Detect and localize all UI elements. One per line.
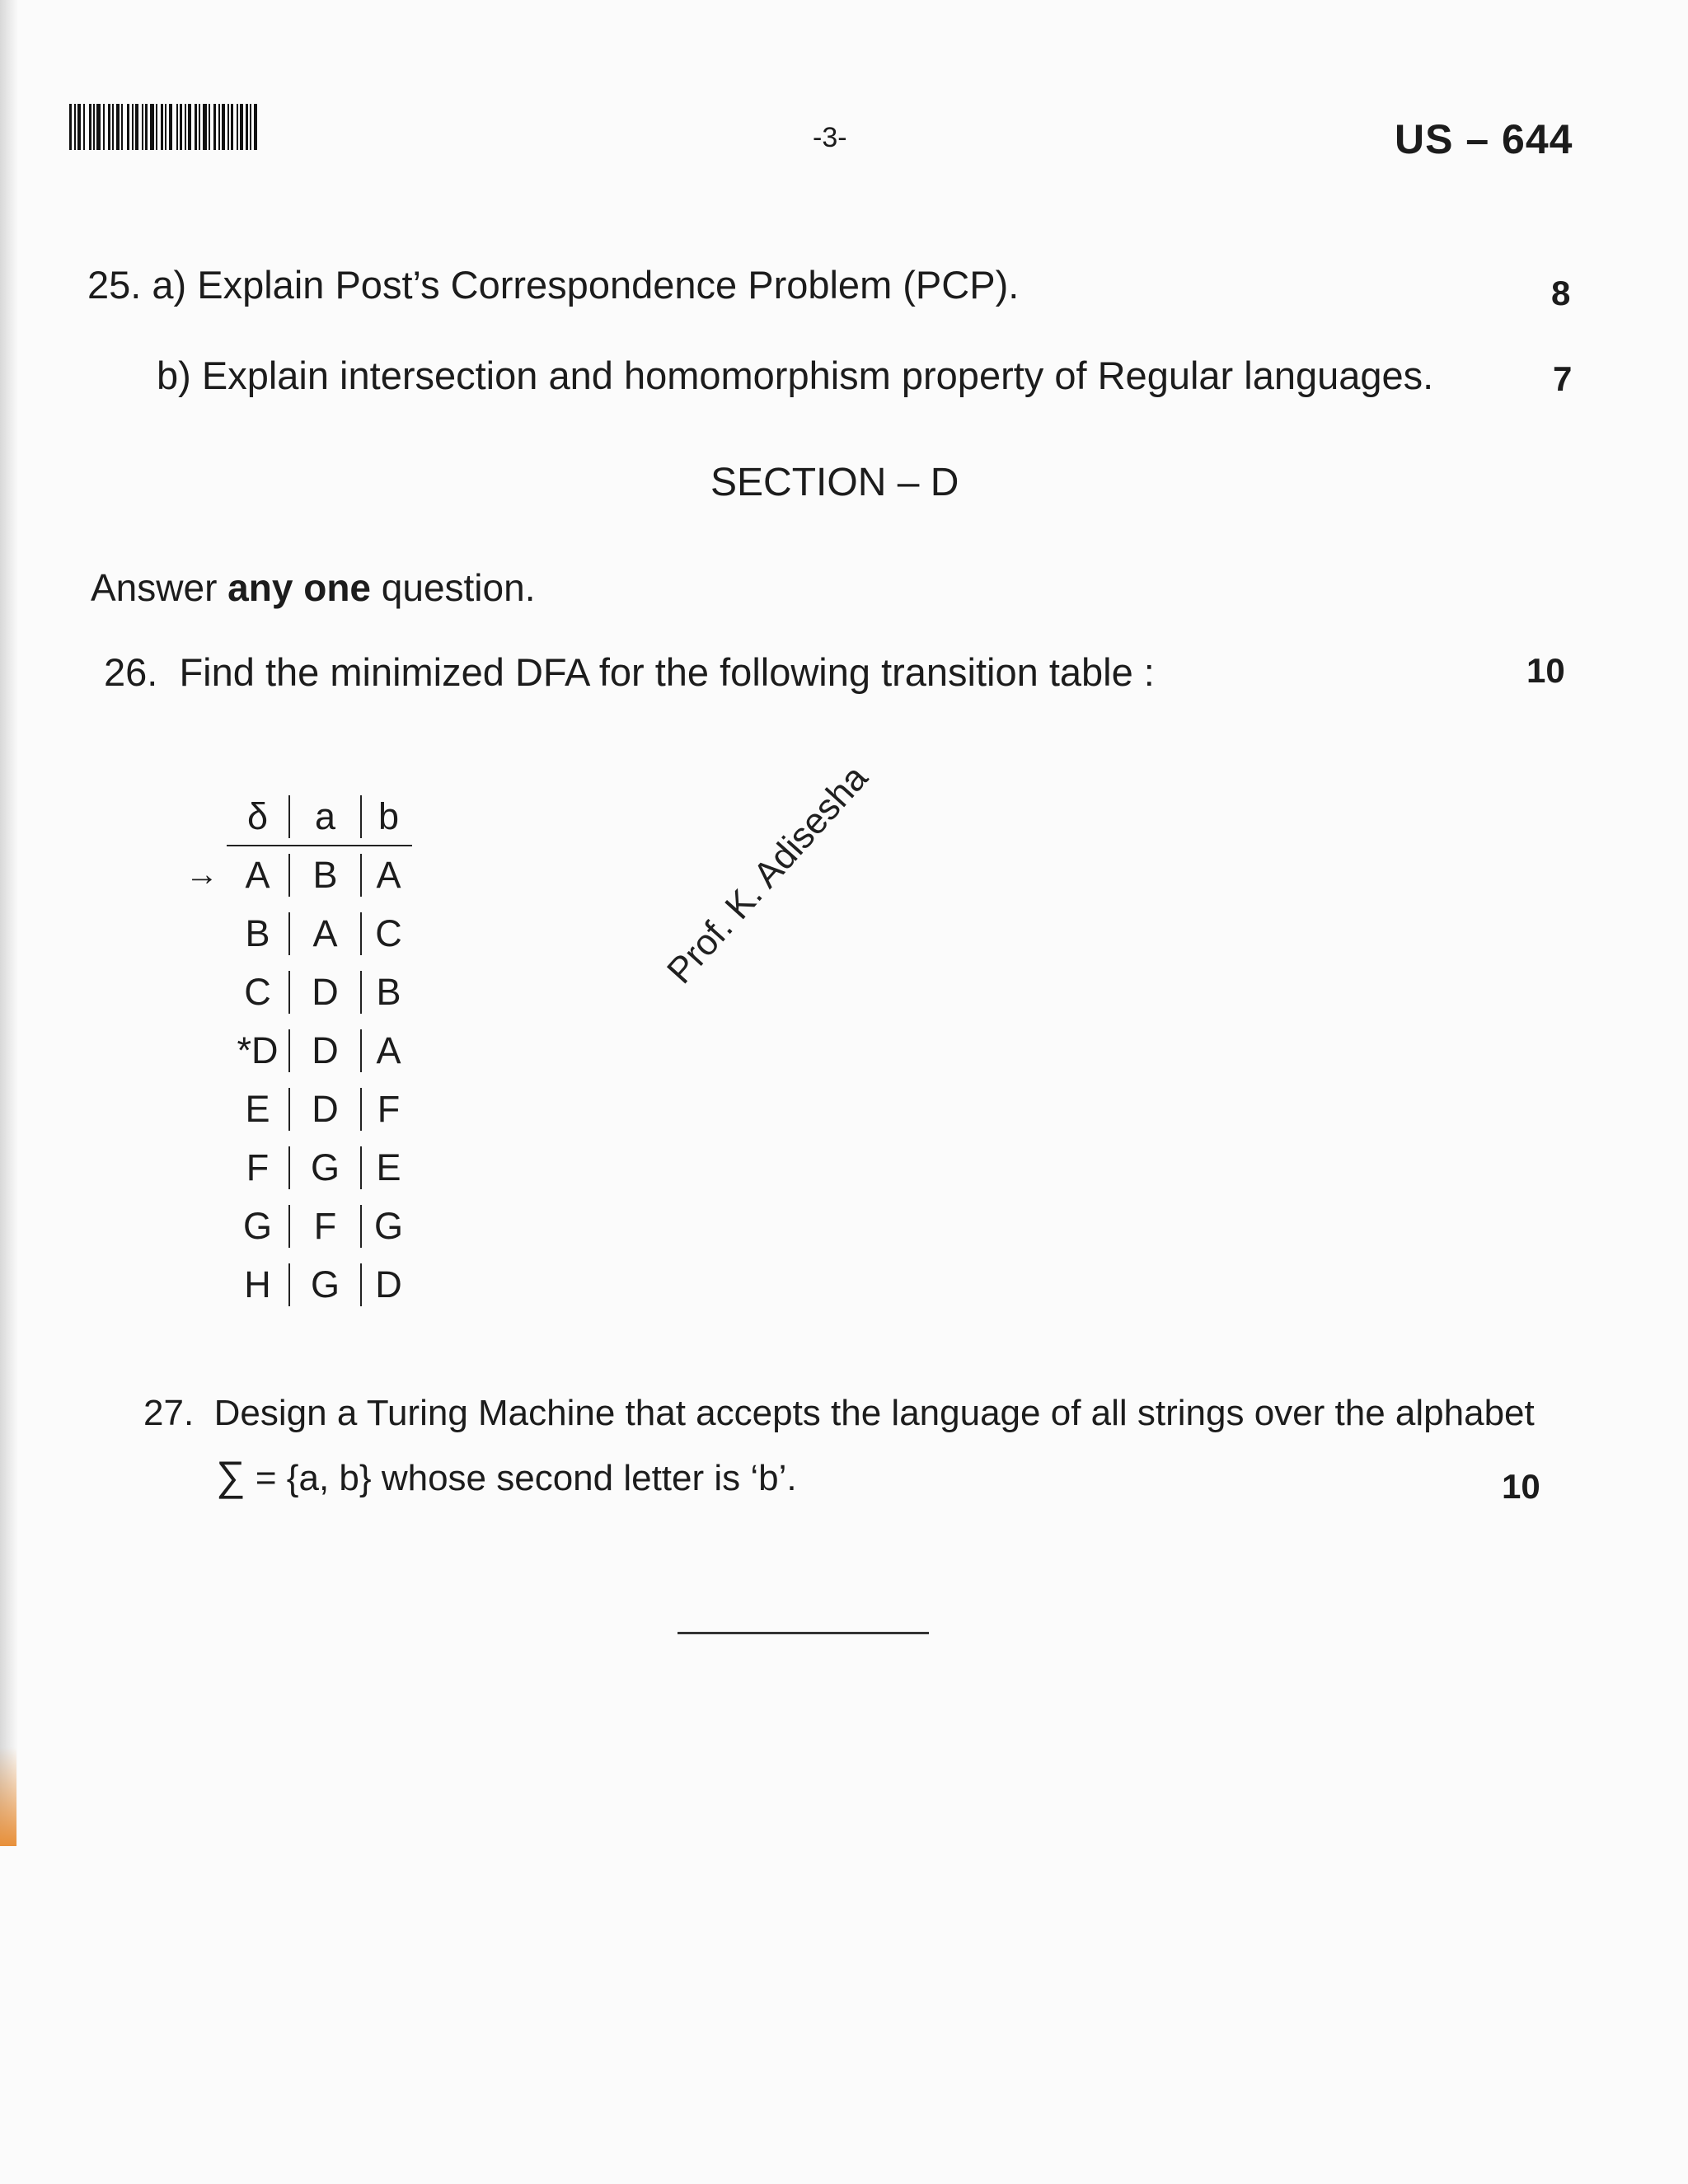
barcode: [69, 104, 308, 150]
header-delta: δ: [227, 795, 290, 838]
table-row: F G E: [177, 1138, 415, 1197]
marks-25b: 7: [1553, 359, 1573, 398]
marks-25a: 8: [1551, 274, 1571, 312]
table-header-row: [177, 787, 415, 846]
question-text: a) Explain Post’s Correspondence Problem (PCP).: [152, 263, 1020, 307]
question-27-line2: ∑ = {a, b} whose second letter is ‘b’.: [216, 1453, 797, 1499]
marks-27: 10: [1502, 1467, 1540, 1506]
end-of-paper-rule: [678, 1632, 929, 1634]
author-watermark: Prof. K. Adisesha: [659, 757, 876, 991]
question-number: 26.: [104, 650, 158, 694]
transition-table: [177, 787, 415, 1314]
page-edge-stain: [0, 1747, 16, 1846]
marks-26: 10: [1526, 651, 1565, 690]
question-26: [104, 649, 1155, 695]
page-edge-shadow: [0, 0, 18, 1846]
question-text: Find the minimized DFA for the following transition table :: [179, 650, 1155, 694]
start-state-arrow-icon: →: [185, 856, 218, 893]
instruction-emphasis: any one: [227, 566, 371, 609]
header-b: b: [377, 794, 400, 837]
question-25b: b) Explain intersection and homomorphism property of Regular languages.: [157, 354, 1434, 397]
table-row: G F G: [177, 1197, 415, 1255]
table-row: → A B A: [177, 846, 415, 904]
table-row: H G D: [177, 1255, 415, 1314]
question-25a: [87, 262, 1019, 307]
question-27: [143, 1393, 1535, 1434]
table-row: E D F: [177, 1080, 415, 1138]
page-number: -3-: [813, 122, 847, 153]
question-text: Design a Turing Machine that accepts the language of all strings over the alphabet: [213, 1393, 1535, 1433]
table-row: B A C: [177, 904, 415, 963]
question-number: 25.: [87, 263, 142, 307]
paper-code: US – 644: [1395, 116, 1573, 162]
table-header-rule: [227, 845, 412, 846]
section-title: SECTION – D: [710, 461, 959, 504]
header-a: a: [290, 795, 362, 838]
sigma-symbol: ∑: [216, 1453, 246, 1499]
instruction: Answer any one question.: [91, 566, 536, 609]
question-number: 27.: [143, 1393, 195, 1433]
table-row: *D D A: [177, 1021, 415, 1080]
table-row: C D B: [177, 963, 415, 1021]
